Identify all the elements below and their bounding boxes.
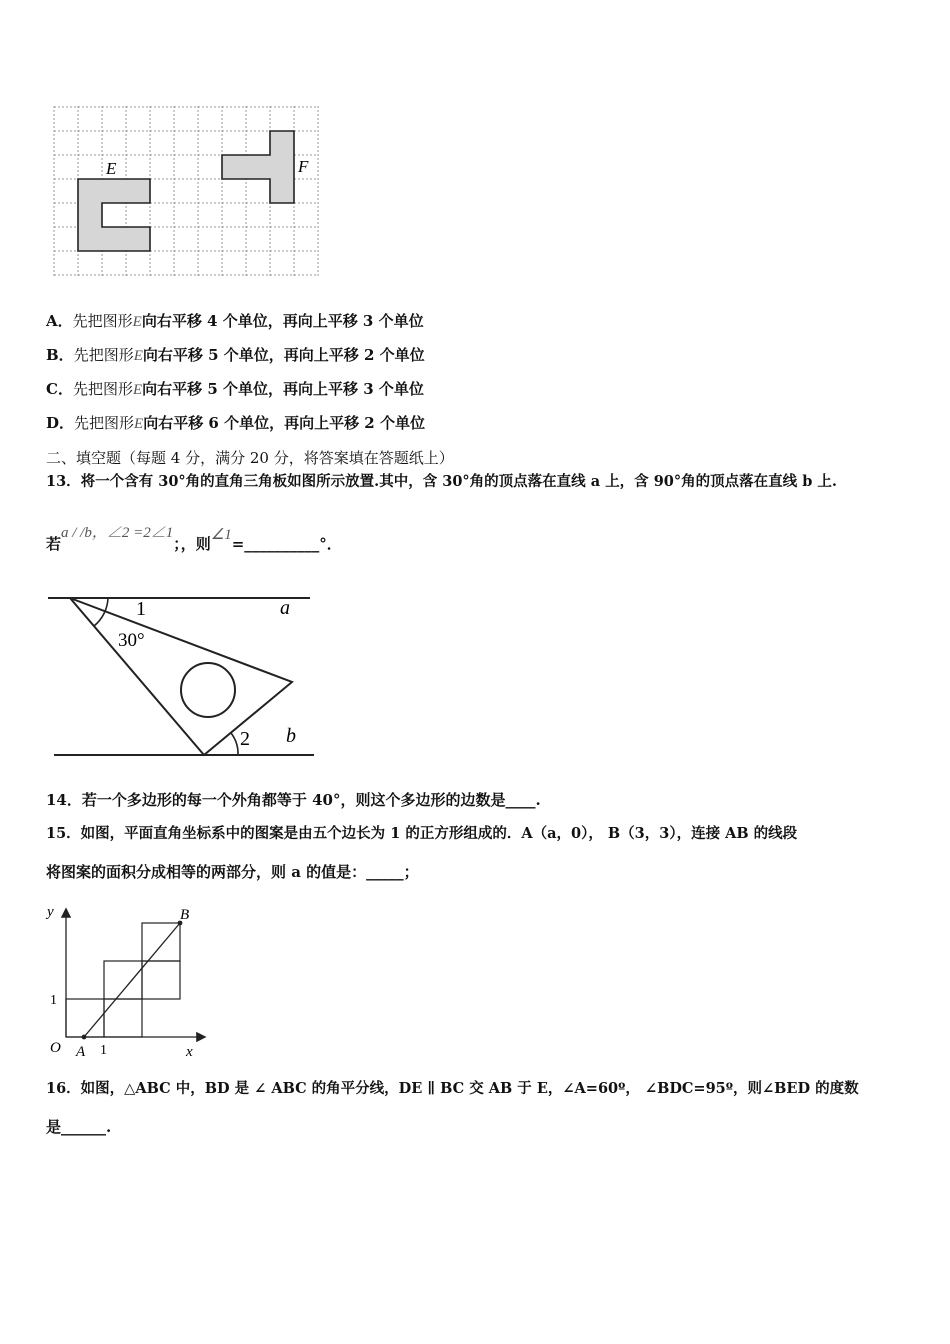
option-pre: 先把图形 xyxy=(72,380,133,398)
option-pre: 先把图形 xyxy=(74,414,135,432)
angle-1-label: 1 xyxy=(136,598,146,620)
q14-text: 14．若一个多边形的每一个外角都等于 40°，则这个多边形的边数是____. xyxy=(46,791,541,809)
angle-2-label: 2 xyxy=(240,728,250,750)
option-shape: E xyxy=(134,416,144,432)
point-a-label: A xyxy=(76,1044,86,1060)
point-b-label: B xyxy=(180,907,190,923)
q12-option-d xyxy=(46,413,425,434)
option-text: 向右平移 6 个单位，再向上平移 2 个单位 xyxy=(143,414,425,432)
q12-option-c xyxy=(46,379,424,400)
q13-condition-line xyxy=(46,525,342,555)
q15-text-line1: 15．如图，平面直角坐标系中的图案是由五个边长为 1 的正方形组成的．A（a，0）， B（3，3），连接 AB 的线段 xyxy=(46,825,798,842)
label-e: E xyxy=(106,159,117,178)
q13-middle: ；，则 xyxy=(173,535,211,553)
option-letter: D． xyxy=(46,414,75,432)
axis-x-label: x xyxy=(186,1044,193,1060)
shape-e xyxy=(78,179,150,251)
option-text: 向右平移 4 个单位，再向上平移 3 个单位 xyxy=(141,312,424,330)
option-shape: E xyxy=(133,348,143,364)
option-pre: 先把图形 xyxy=(73,346,134,364)
shape-f xyxy=(222,131,294,203)
q12-option-a xyxy=(46,311,424,332)
q16-text-line2: 是______. xyxy=(46,1118,112,1136)
triangle-figure xyxy=(48,590,320,766)
angle-30-label: 30° xyxy=(118,630,145,651)
y-tick-1-label: 1 xyxy=(50,993,57,1008)
axis-y-label: y xyxy=(47,904,54,920)
label-f: F xyxy=(298,157,309,176)
q13-condition: a / /b，∠2 =2∠1 xyxy=(61,525,174,541)
section-heading: 二、填空题（每题 4 分，满分 20 分，将答案填在答题纸上） xyxy=(46,449,454,467)
translation-grid-figure xyxy=(50,104,322,280)
option-letter: B． xyxy=(46,346,74,364)
x-tick-1-label: 1 xyxy=(100,1043,107,1058)
option-shape: E xyxy=(132,382,143,398)
option-text: 向右平移 5 个单位，再向上平移 3 个单位 xyxy=(142,380,424,398)
option-letter: A． xyxy=(46,312,73,330)
origin-label: O xyxy=(50,1040,61,1056)
q12-option-b xyxy=(46,345,425,366)
option-text: 向右平移 5 个单位，再向上平移 2 个单位 xyxy=(142,346,425,364)
q13-text: 13．将一个含有 30°角的直角三角板如图所示放置.其中，含 30°角的顶点落在直线 a 上，含 90°角的顶点落在直线 b 上. xyxy=(46,473,837,490)
coordinate-figure xyxy=(44,900,214,1064)
q13-angle: ∠1 xyxy=(210,527,232,543)
option-letter: C． xyxy=(46,380,73,398)
q13-prefix: 若 xyxy=(46,535,62,553)
q13-answer-blank: =__________°． xyxy=(231,535,342,553)
q15-text-line2: 将图案的面积分成相等的两部分，则 a 的值是：_____； xyxy=(46,863,419,881)
line-b-label: b xyxy=(286,725,296,747)
q16-text-line1: 16．如图，△ABC 中，BD 是 ∠ ABC 的角平分线，DE ∥ BC 交 AB 于 E，∠A=60º， ∠BDC=95º，则∠BED 的度数 xyxy=(46,1080,859,1097)
option-shape: E xyxy=(132,314,142,330)
line-a-label: a xyxy=(280,597,290,619)
option-pre: 先把图形 xyxy=(72,312,133,330)
